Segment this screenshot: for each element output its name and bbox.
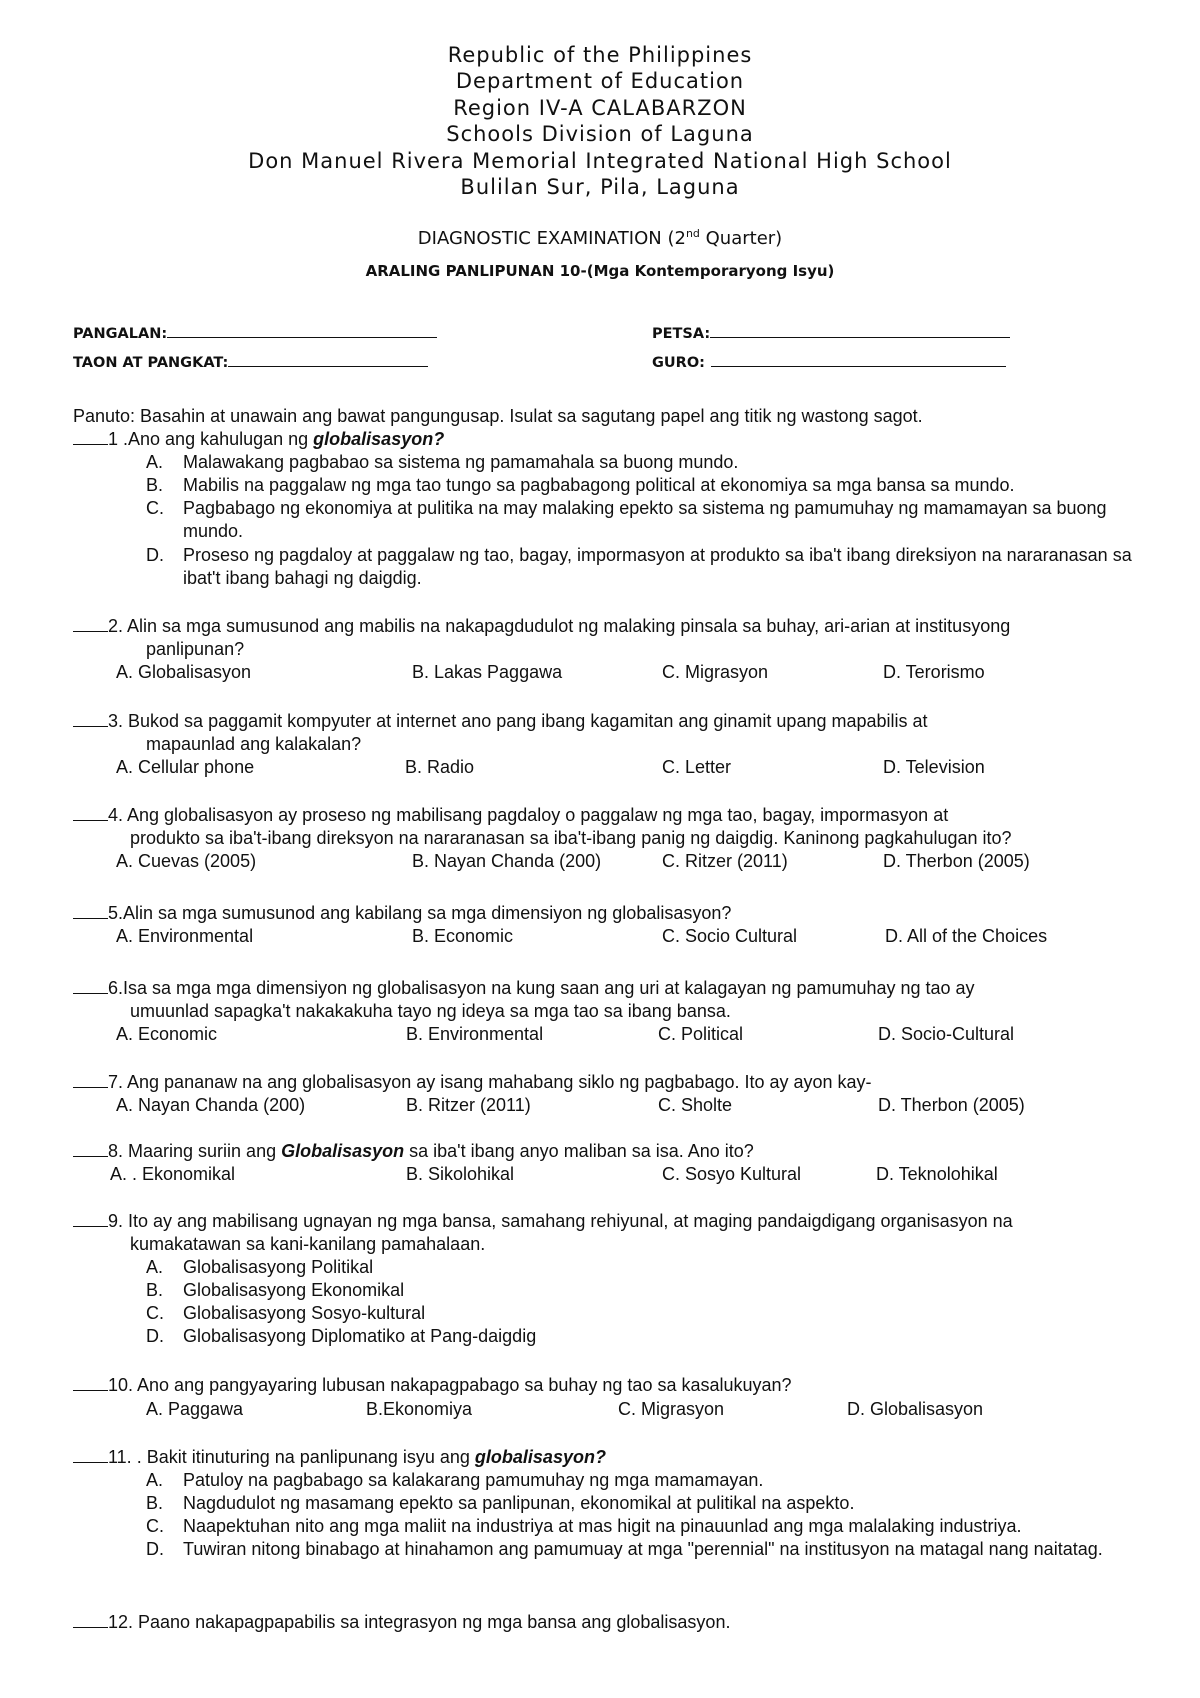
option-letter: A.: [146, 1470, 164, 1490]
choice-a: A. Cuevas (2005): [116, 851, 257, 871]
choice-c: C. Socio Cultural: [662, 926, 798, 946]
question-text: 1 .Ano ang kahulugan ng: [108, 429, 314, 449]
date-label: PETSA:: [652, 326, 711, 342]
teacher-field[interactable]: [652, 352, 1006, 371]
question-text: 12. Paano nakapagpapabilis sa integrasyon ng mga bansa ang globalisasyon.: [108, 1612, 731, 1632]
option-letter: B.: [146, 1280, 164, 1300]
choice-b: B. Sikolohikal: [406, 1164, 515, 1184]
question-emphasis: globalisasyon?: [313, 429, 445, 449]
option-letter: A.: [146, 1257, 164, 1277]
teacher-label: GURO:: [652, 355, 705, 371]
question-text: 2. Alin sa mga sumusunod ang mabilis na nakapagdudulot ng malaking pinsala sa buhay, ari-arian at institusyong: [108, 616, 1011, 636]
choice-a: A. . Ekonomikal: [110, 1164, 236, 1184]
question-text: 11. . Bakit itinuturing na panlipunang isyu ang: [108, 1447, 475, 1467]
choice-b: B. Economic: [412, 926, 514, 946]
answer-blank[interactable]: [73, 1073, 108, 1088]
question-text: 3. Bukod sa paggamit kompyuter at internet ano pang ibang kagamitan ang ginamit upang mapabilis at: [108, 711, 928, 731]
option-letter: B.: [146, 475, 164, 495]
choice-b: B. Environmental: [406, 1024, 544, 1044]
name-line[interactable]: [167, 323, 437, 338]
teacher-line[interactable]: [711, 352, 1006, 367]
year-section-field[interactable]: [73, 352, 428, 371]
option-text: Nagdudulot ng masamang epekto sa panlipunan, ekonomikal at pulitikal na aspekto.: [183, 1493, 855, 1513]
instructions: Panuto: Basahin at unawain ang bawat pangungusap. Isulat sa sagutang papel ang titik ng wastong sagot.: [73, 406, 923, 426]
date-line[interactable]: [710, 323, 1010, 338]
question-text: 7. Ang pananaw na ang globalisasyon ay isang mahabang siklo ng pagbabago. Ito ay ayon kay-: [108, 1072, 872, 1092]
choice-b: B.Ekonomiya: [366, 1399, 473, 1419]
question-text: 5.Alin sa mga sumusunod ang kabilang sa mga dimensiyon ng globalisasyon?: [108, 903, 732, 923]
year-section-label: TAON AT PANGKAT:: [73, 355, 229, 371]
header-line-school: Don Manuel Rivera Memorial Integrated National High School: [248, 148, 952, 173]
choice-d: D. Therbon (2005): [878, 1095, 1025, 1115]
question-text-end: sa iba't ibang anyo maliban sa isa. Ano ito?: [404, 1141, 754, 1161]
option-letter: D.: [146, 545, 164, 565]
answer-blank[interactable]: [73, 617, 108, 632]
option-letter: D.: [146, 1539, 164, 1559]
question-2: [73, 615, 1010, 638]
question-3: [73, 710, 928, 733]
option-text: Malawakang pagbabao sa sistema ng pamamahala sa buong mundo.: [183, 452, 739, 472]
option-letter: B.: [146, 1493, 164, 1513]
choice-c: C. Political: [658, 1024, 744, 1044]
exam-title-sup: nd: [685, 227, 700, 240]
answer-blank[interactable]: [73, 1376, 108, 1391]
choice-d: D. Globalisasyon: [847, 1399, 984, 1419]
choice-c: C. Sholte: [658, 1095, 733, 1115]
option-letter: D.: [146, 1326, 164, 1346]
header-line-address: Bulilan Sur, Pila, Laguna: [460, 175, 740, 200]
option-text: Globalisasyong Diplomatiko at Pang-daigdig: [183, 1326, 537, 1346]
choice-b: B. Ritzer (2011): [406, 1095, 531, 1115]
choice-a: A. Environmental: [116, 926, 254, 946]
question-text-cont: umuunlad sapagka't nakakakuha tayo ng ideya sa mga tao sa ibang bansa.: [130, 1001, 731, 1021]
option-text: Naapektuhan nito ang mga maliit na industriya at mas higit na pinauunlad ang mga malalaking industriya.: [183, 1516, 1022, 1536]
option-text: Proseso ng pagdaloy at paggalaw ng tao, bagay, impormasyon at produkto sa iba't ibang direksiyon na nararanasan sa ibat't ibang bahagi ng daigdig.: [183, 545, 1132, 589]
choice-c: C. Letter: [662, 757, 732, 777]
answer-blank[interactable]: [73, 712, 108, 727]
question-emphasis: globalisasyon?: [474, 1447, 606, 1467]
question-12: [73, 1611, 730, 1634]
choice-b: B. Radio: [405, 757, 475, 777]
school-header: [0, 42, 1200, 200]
exam-title-text: DIAGNOSTIC EXAMINATION (2: [417, 228, 686, 249]
question-10: [73, 1374, 792, 1397]
year-section-line[interactable]: [228, 352, 428, 367]
option-text: Mabilis na paggalaw ng mga tao tungo sa pagbabagong political at ekonomiya sa mga bansa sa mundo.: [183, 475, 1015, 495]
option-text: Pagbabago ng ekonomiya at pulitika na may malaking epekto sa sistema ng pamumuhay ng mamamayan sa buong mundo.: [183, 498, 1107, 542]
choice-c: C. Sosyo Kultural: [662, 1164, 802, 1184]
question-emphasis: Globalisasyon: [281, 1141, 405, 1161]
option-text: Patuloy na pagbabago sa kalakarang pamumuhay ng mga mamamayan.: [183, 1470, 764, 1490]
choice-b: B. Lakas Paggawa: [412, 662, 563, 682]
answer-blank[interactable]: [73, 1448, 108, 1463]
question-text: 4. Ang globalisasyon ay proseso ng mabilisang pagdaloy o paggalaw ng mga tao, bagay, impormasyon at: [108, 805, 949, 825]
choice-c: C. Migrasyon: [662, 662, 769, 682]
choice-a: A. Nayan Chanda (200): [116, 1095, 306, 1115]
answer-blank[interactable]: [73, 1142, 108, 1157]
question-text: 9. Ito ay ang mabilisang ugnayan ng mga bansa, samahang rehiyunal, at maging pandaigdigang organisasyon na: [108, 1211, 1013, 1231]
header-line-republic: Republic of the Philippines: [447, 43, 753, 67]
question-text: 8. Maaring suriin ang: [108, 1141, 282, 1161]
answer-blank[interactable]: [73, 806, 108, 821]
choice-a: A. Globalisasyon: [116, 662, 252, 682]
choice-d: D. Television: [883, 757, 985, 777]
answer-blank[interactable]: [73, 1212, 108, 1227]
header-line-division: Schools Division of Laguna: [446, 122, 754, 147]
question-9: [73, 1210, 1013, 1233]
option-text: Globalisasyong Sosyo-kultural: [183, 1303, 426, 1323]
choice-d: D. Socio-Cultural: [878, 1024, 1015, 1044]
question-text-cont: mapaunlad ang kalakalan?: [146, 734, 362, 754]
question-11: [73, 1446, 606, 1469]
question-7: [73, 1071, 872, 1094]
date-field[interactable]: [652, 323, 1010, 342]
question-8: [73, 1140, 754, 1163]
header-line-region: Region IV-A CALABARZON: [453, 95, 747, 120]
choice-c: C. Migrasyon: [618, 1399, 725, 1419]
question-5: [73, 902, 731, 925]
choice-a: A. Cellular phone: [116, 757, 255, 777]
choice-d: D. Teknolohikal: [876, 1164, 998, 1184]
choice-a: A. Economic: [116, 1024, 218, 1044]
option-text: Globalisasyong Politikal: [183, 1257, 374, 1277]
answer-blank[interactable]: [73, 904, 108, 919]
option-letter: C.: [146, 1516, 164, 1536]
answer-blank[interactable]: [73, 430, 108, 445]
choice-d: D. Therbon (2005): [883, 851, 1030, 871]
exam-title: [0, 227, 1200, 249]
option-letter: A.: [146, 452, 164, 472]
choice-a: A. Paggawa: [146, 1399, 244, 1419]
option-text: Globalisasyong Ekonomikal: [183, 1280, 405, 1300]
header-line-deped: Department of Education: [455, 69, 745, 94]
exam-subtitle: ARALING PANLIPUNAN 10-(Mga Kontemporaryong Isyu): [365, 262, 835, 280]
choice-d: D. Terorismo: [883, 662, 985, 682]
option-letter: C.: [146, 1303, 164, 1323]
exam-title-suffix: Quarter): [699, 228, 783, 249]
question-text-cont: panlipunan?: [146, 639, 245, 659]
answer-blank[interactable]: [73, 979, 108, 994]
answer-blank[interactable]: [73, 1613, 108, 1628]
question-4: [73, 804, 948, 827]
name-field[interactable]: [73, 323, 437, 342]
choice-d: D. All of the Choices: [885, 926, 1048, 946]
option-letter: C.: [146, 498, 164, 518]
question-1: [73, 428, 444, 451]
question-text-cont: produkto sa iba't-ibang direksyon na nararanasan sa iba't-ibang panig ng daigdig. Kaninong pagkahulugan ito?: [130, 828, 1012, 848]
name-label: PANGALAN:: [73, 326, 168, 342]
question-text: 10. Ano ang pangyayaring lubusan nakapagpabago sa buhay ng tao sa kasalukuyan?: [108, 1375, 792, 1395]
choice-b: B. Nayan Chanda (200): [412, 851, 602, 871]
question-text: 6.Isa sa mga mga dimensiyon ng globalisasyon na kung saan ang uri at kalagayan ng pamumuhay ng tao ay: [108, 978, 975, 998]
question-6: [73, 977, 975, 1000]
question-text-cont: kumakatawan sa kani-kanilang pamahalaan.: [130, 1234, 486, 1254]
option-text: Tuwiran nitong binabago at hinahamon ang pamumuay at mga "perennial" na institusyon na matagal nang naitatag.: [183, 1539, 1103, 1559]
choice-c: C. Ritzer (2011): [662, 851, 788, 871]
